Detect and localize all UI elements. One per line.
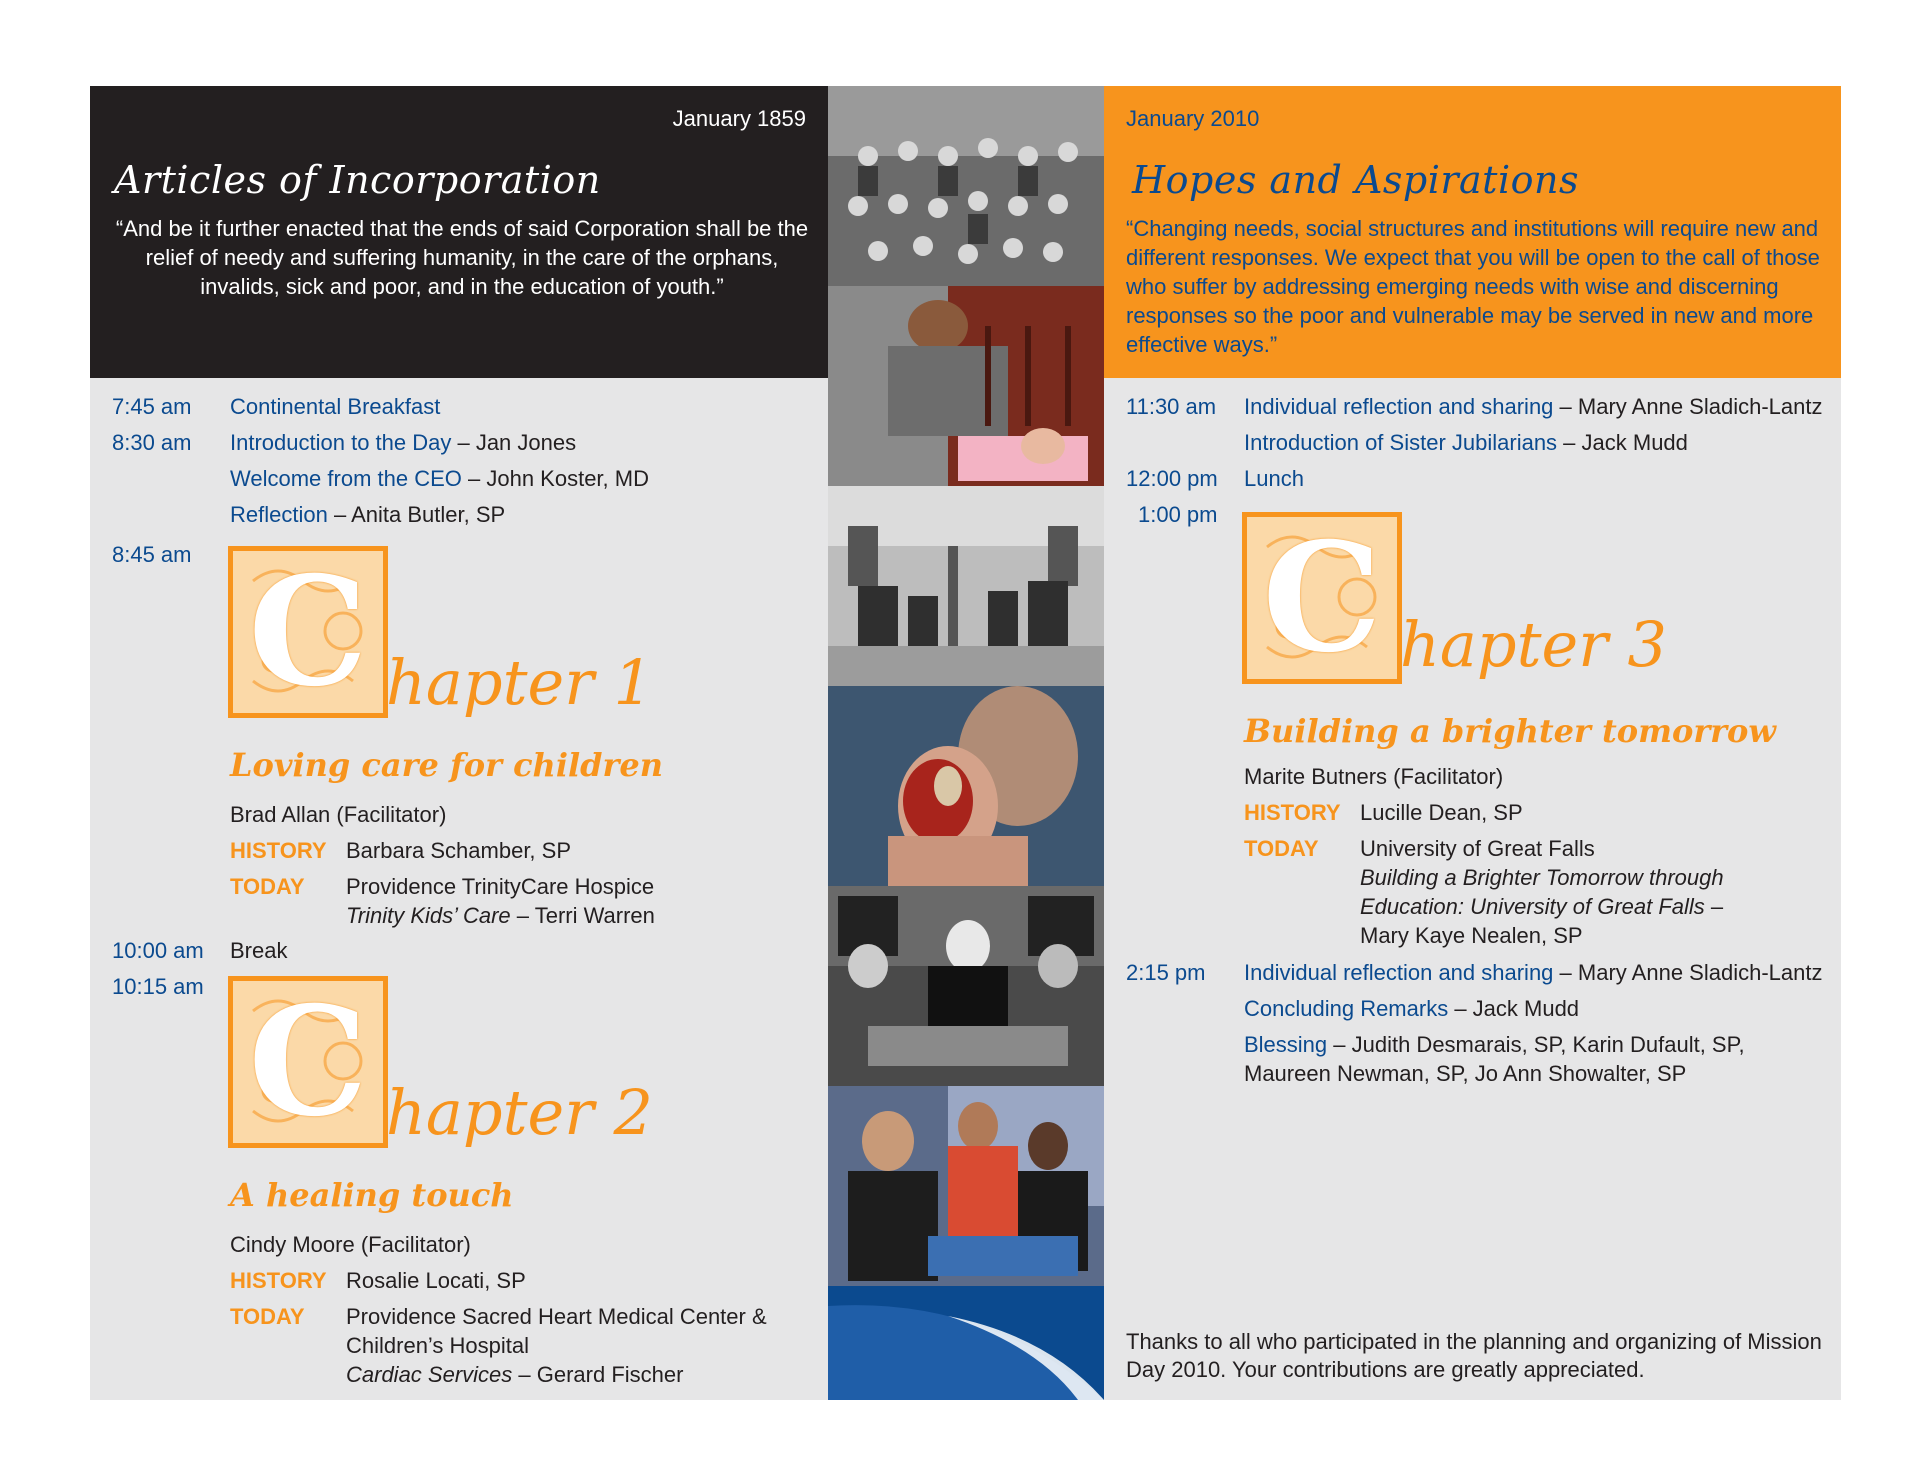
time-1130: 11:30 am xyxy=(1126,394,1217,419)
today-value: Providence TrinityCare Hospice xyxy=(346,874,655,899)
schedule-item xyxy=(1244,994,1579,1023)
item-label: Introduction of Sister Jubilarians xyxy=(1244,430,1558,455)
chapter-subtitle: A healing touch xyxy=(230,1176,514,1214)
blue-wave-graphic xyxy=(828,1286,1104,1400)
schedule-item xyxy=(1244,464,1304,493)
schedule-item xyxy=(230,464,649,493)
item-rest: – Jack Mudd xyxy=(1448,996,1580,1021)
left-panel xyxy=(90,86,828,1400)
left-quote: “And be it further enacted that the ends of said Corporation shall be the relief of needy and suffering humanity, in the care of the orphans, invalids, sick and poor, and in the education of youth.” xyxy=(115,216,809,299)
schedule-item xyxy=(1244,958,1822,987)
history-value: Barbara Schamber, SP xyxy=(346,838,572,863)
program-name: Trinity Kids’ Care xyxy=(346,903,511,928)
sister-students-photo xyxy=(828,886,1104,1086)
item-label: Concluding Remarks xyxy=(1244,996,1449,1021)
time-745: 7:45 am xyxy=(112,394,192,419)
dash: – xyxy=(1704,894,1724,919)
presenter: – Terri Warren xyxy=(510,903,655,928)
photo-strip xyxy=(828,86,1104,1400)
item-label: Individual reflection and sharing xyxy=(1244,394,1554,419)
item-rest: – Mary Anne Sladich-Lantz xyxy=(1553,394,1823,419)
facilitator: Marite Butners (Facilitator) xyxy=(1244,764,1504,789)
chapter-title: hapter 3 xyxy=(1400,608,1667,681)
left-header xyxy=(90,86,828,378)
schedule-item xyxy=(230,392,440,421)
facilitator: Cindy Moore (Facilitator) xyxy=(230,1232,471,1257)
group-photo xyxy=(828,86,1104,286)
time-1015: 10:15 am xyxy=(112,974,204,999)
facilitator: Brad Allan (Facilitator) xyxy=(230,802,447,827)
item-rest: – Anita Butler, SP xyxy=(327,502,506,527)
left-date: January 1859 xyxy=(672,106,806,131)
hospital-ward-photo xyxy=(828,486,1104,686)
item-rest: – Jack Mudd xyxy=(1557,430,1688,455)
students-art-photo xyxy=(828,1086,1104,1286)
chapter-title: hapter 2 xyxy=(386,1076,653,1149)
drop-cap-letter: C xyxy=(1262,510,1382,686)
program-name: Education: University of Great Falls xyxy=(1360,894,1705,919)
today-value-line2: Children’s Hospital xyxy=(346,1333,530,1358)
schedule-item xyxy=(1244,428,1688,457)
today-value-line2 xyxy=(346,901,655,930)
chapter-title: hapter 1 xyxy=(386,646,653,719)
item-label: Continental Breakfast xyxy=(230,394,441,419)
right-header xyxy=(1104,86,1841,378)
today-value-line3 xyxy=(1360,892,1723,921)
heart-model-photo xyxy=(828,686,1104,886)
time-1200: 12:00 pm xyxy=(1126,466,1218,491)
drop-cap-ornament xyxy=(228,976,388,1148)
time-845: 8:45 am xyxy=(112,542,192,567)
program-name: Cardiac Services xyxy=(346,1362,513,1387)
program-spread xyxy=(90,86,1841,1400)
item-label: Blessing xyxy=(1244,1032,1328,1057)
presenter: – Gerard Fischer xyxy=(512,1362,684,1387)
drop-cap-letter: C xyxy=(248,974,368,1150)
item-rest: – Mary Anne Sladich-Lantz xyxy=(1553,960,1823,985)
right-date: January 2010 xyxy=(1126,106,1260,131)
chapter-subtitle: Loving care for children xyxy=(230,746,663,784)
today-label: TODAY xyxy=(230,874,305,899)
today-label: TODAY xyxy=(230,1304,305,1329)
blessing-line2: Maureen Newman, SP, Jo Ann Showalter, SP xyxy=(1244,1061,1687,1086)
item-label: Welcome from the CEO xyxy=(230,466,462,491)
right-panel xyxy=(1104,86,1841,1400)
today-label: TODAY xyxy=(1244,836,1319,861)
today-value-line2: Building a Brighter Tomorrow through xyxy=(1360,865,1724,890)
history-label: HISTORY xyxy=(1244,800,1341,825)
item-rest: – John Koster, MD xyxy=(461,466,649,491)
break-label: Break xyxy=(230,938,288,963)
today-value-line4: Mary Kaye Nealen, SP xyxy=(1360,923,1583,948)
drop-cap-letter: C xyxy=(248,544,368,720)
schedule-item xyxy=(1244,392,1822,421)
right-quote: “Changing needs, social structures and institutions will require new and different responses. We expect that you will be open to the call of those who suffer by addressing emerging needs with wise and discerning responses so the poor and vulnerable may be served in new and more effective ways.” xyxy=(1126,216,1820,357)
left-title: Articles of Incorporation xyxy=(114,158,601,202)
time-215: 2:15 pm xyxy=(1126,960,1206,985)
item-label: Lunch xyxy=(1244,466,1304,491)
schedule-item xyxy=(1244,1030,1745,1059)
item-label: Individual reflection and sharing xyxy=(1244,960,1554,985)
thanks-note: Thanks to all who participated in the planning and organizing of Mission Day 2010. Your contributions are greatly appreciated. xyxy=(1126,1329,1822,1382)
schedule-item xyxy=(230,500,505,529)
chapter-subtitle: Building a brighter tomorrow xyxy=(1244,712,1776,750)
right-title: Hopes and Aspirations xyxy=(1132,158,1579,202)
today-value-line3 xyxy=(346,1360,683,1389)
nurse-infant-photo xyxy=(828,286,1104,486)
drop-cap-ornament xyxy=(1242,512,1402,684)
item-label: Reflection xyxy=(230,502,328,527)
history-label: HISTORY xyxy=(230,1268,327,1293)
time-1000: 10:00 am xyxy=(112,938,204,963)
today-value: Providence Sacred Heart Medical Center & xyxy=(346,1304,767,1329)
history-label: HISTORY xyxy=(230,838,327,863)
time-100: 1:00 pm xyxy=(1138,502,1218,527)
history-value: Lucille Dean, SP xyxy=(1360,800,1523,825)
item-rest: – Judith Desmarais, SP, Karin Dufault, SP, xyxy=(1327,1032,1745,1057)
history-value: Rosalie Locati, SP xyxy=(346,1268,526,1293)
time-830: 8:30 am xyxy=(112,430,192,455)
schedule-item xyxy=(230,428,576,457)
item-rest: – Jan Jones xyxy=(451,430,577,455)
item-label: Introduction to the Day xyxy=(230,430,452,455)
drop-cap-ornament xyxy=(228,546,388,718)
today-value: University of Great Falls xyxy=(1360,836,1595,861)
